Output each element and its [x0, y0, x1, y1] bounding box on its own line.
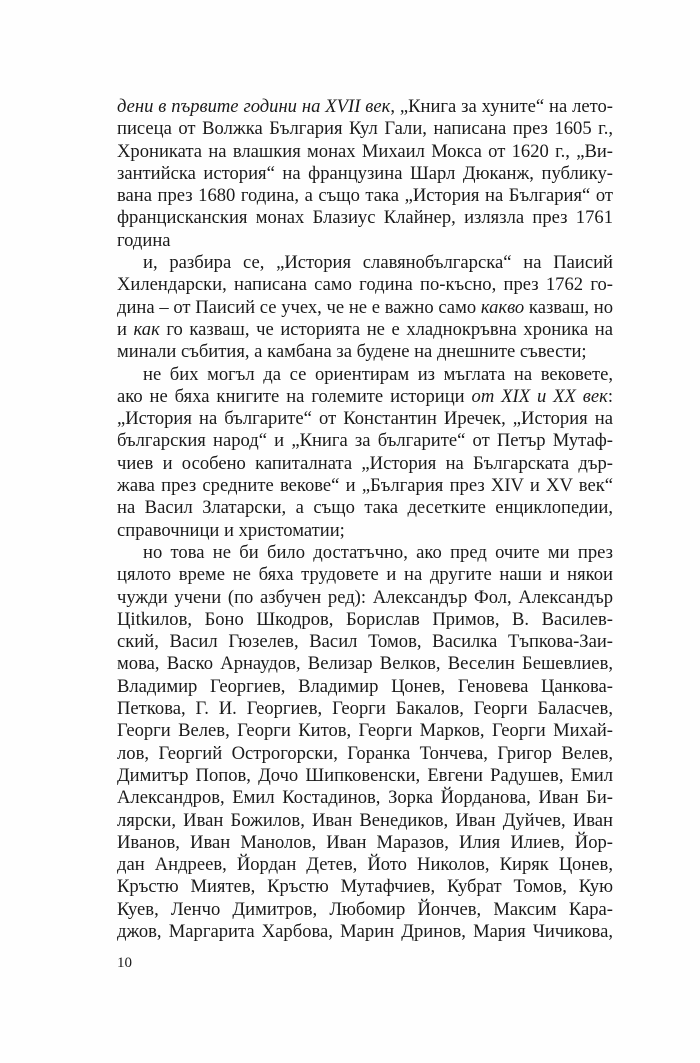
text-segment: на Васил Златарски, а също така десетките енциклопедии, — [117, 497, 613, 519]
text-segment: Иванов, Иван Манолов, Иван Маразов, Илия Илиев, Йор- — [117, 831, 613, 853]
text-segment: и, разбира се, „История славянобългарска“ на Паисий — [143, 252, 613, 274]
text-segment: Хилендарски, написана само година по-късно, през 1762 го- — [117, 274, 613, 296]
text-line — [117, 653, 613, 675]
text-line — [117, 631, 613, 653]
text-segment: не бих могъл да се ориентирам из мъглата на вековете, — [143, 363, 613, 385]
italic-text: дени в първите години на XVII век — [117, 96, 391, 117]
text-line — [117, 252, 613, 274]
text-line — [117, 96, 613, 118]
text-segment: го казваш, че историята не е хладнокръвна хроника на — [159, 318, 613, 340]
text-line — [117, 587, 613, 609]
text-segment: но това не би било достатъчно, ако пред очите ми през — [143, 541, 613, 563]
text-line — [117, 698, 613, 720]
text-segment: чиев и особено капиталната „История на Българската дър- — [117, 452, 613, 474]
text-line — [117, 520, 613, 542]
text-segment: минали събития, а камбана за будене на днешните съвести; — [117, 341, 587, 363]
text-segment: българския народ“ и „Книга за българите“ от Петър Мутаф- — [117, 430, 613, 452]
text-segment: мова, Васко Арнаудов, Велизар Велков, Веселин Бешевлиев, — [117, 653, 613, 675]
text-line — [117, 787, 613, 809]
italic-text: какво — [480, 296, 525, 318]
text-line — [117, 899, 613, 921]
text-line — [117, 921, 613, 943]
text-line — [117, 832, 613, 854]
text-line — [117, 408, 613, 430]
text-segment: : — [607, 385, 614, 407]
text-segment: вана през 1680 година, а също така „История на България“ от — [117, 185, 613, 207]
text-segment: Димитър Попов, Дочо Шипковенски, Евгени Радушев, Емил — [117, 764, 613, 786]
text-segment: Цitkилов, Боно Шкодров, Борислав Примов, В. Василев- — [117, 608, 613, 630]
text-segment: казваш, но — [524, 296, 614, 318]
text-segment: Петкова, Г. И. Георгиев, Георги Бакалов, Георги Баласчев, — [117, 698, 613, 720]
body-text — [117, 96, 613, 943]
text-line — [117, 230, 613, 252]
italic-text: как — [133, 318, 160, 340]
text-segment: Куев, Ленчо Димитров, Любомир Йончев, Максим Кара- — [117, 898, 613, 920]
text-segment: дина – от Паисий се учех, че не е важно само — [117, 296, 481, 318]
text-line — [117, 609, 613, 631]
text-segment: Александров, Емил Костадинов, Зорка Йорданова, Иван Би- — [117, 787, 613, 809]
text-segment: жава през средните векове“ и „България през XIV и XV век“ — [117, 475, 613, 497]
italic-text: от XIX и XX век — [471, 385, 608, 407]
text-segment: лярски, Иван Божилов, Иван Венедиков, Иван Дуйчев, Иван — [117, 809, 613, 831]
text-segment: зантийска история“ на французина Шарл Дюканж, публику- — [117, 162, 613, 184]
text-segment: лов, Георгий Острогорски, Горанка Тончева, Григор Велев, — [117, 742, 613, 764]
text-segment: година — [117, 229, 171, 251]
text-line — [117, 743, 613, 765]
text-line — [117, 876, 613, 898]
text-segment: писеца от Волжка България Кул Гали, написана през 1605 г., — [117, 118, 613, 140]
text-segment: Хрониката на влашкия монах Михаил Мокса от 1620 г., „Ви- — [117, 140, 613, 162]
text-segment: ако не бяха книгите на големите историци — [117, 385, 472, 407]
text-segment: справочници и христоматии; — [117, 519, 345, 541]
text-line — [117, 765, 613, 787]
text-segment: чужди учени (по азбучен ред): Александър Фол, Александър — [117, 586, 613, 608]
text-line — [117, 297, 613, 319]
text-segment: цялото време не бяха трудовете и на другите наши и някои — [117, 564, 613, 586]
text-line — [117, 185, 613, 207]
text-line — [117, 163, 613, 185]
text-segment: Владимир Георгиев, Владимир Цонев, Геновева Цанкова- — [117, 675, 613, 697]
text-segment: и — [117, 318, 134, 340]
text-line — [117, 386, 613, 408]
text-segment: , „Книга за хуните“ на лето- — [390, 96, 613, 117]
text-segment: „История на българите“ от Константин Иречек, „История на — [117, 408, 613, 430]
page-number: 10 — [117, 955, 132, 971]
text-segment: джов, Маргарита Харбова, Марин Дринов, Мария Чичикова, — [117, 920, 613, 942]
text-line — [117, 542, 613, 564]
text-line — [117, 141, 613, 163]
text-line — [117, 497, 613, 519]
text-line — [117, 676, 613, 698]
text-line — [117, 341, 613, 363]
text-line — [117, 453, 613, 475]
text-line — [117, 207, 613, 229]
text-line — [117, 274, 613, 296]
text-line — [117, 475, 613, 497]
text-segment: Кръстю Миятев, Кръстю Мутафчиев, Кубрат Томов, Кую — [117, 876, 613, 898]
text-line — [117, 430, 613, 452]
text-line — [117, 810, 613, 832]
text-line — [117, 564, 613, 586]
text-segment: Георги Велев, Георги Китов, Георги Марков, Георги Михай- — [117, 720, 613, 742]
text-line — [117, 854, 613, 876]
text-line — [117, 364, 613, 386]
text-line — [117, 319, 613, 341]
text-segment: дан Андреев, Йордан Детев, Йото Николов, Киряк Цонев, — [117, 854, 613, 876]
text-line — [117, 118, 613, 140]
text-segment: францисканския монах Блазиус Клайнер, излязла през 1761 — [117, 207, 613, 229]
text-line — [117, 720, 613, 742]
text-segment: ский, Васил Гюзелев, Васил Томов, Василка Тъпкова-Заи- — [117, 631, 613, 653]
